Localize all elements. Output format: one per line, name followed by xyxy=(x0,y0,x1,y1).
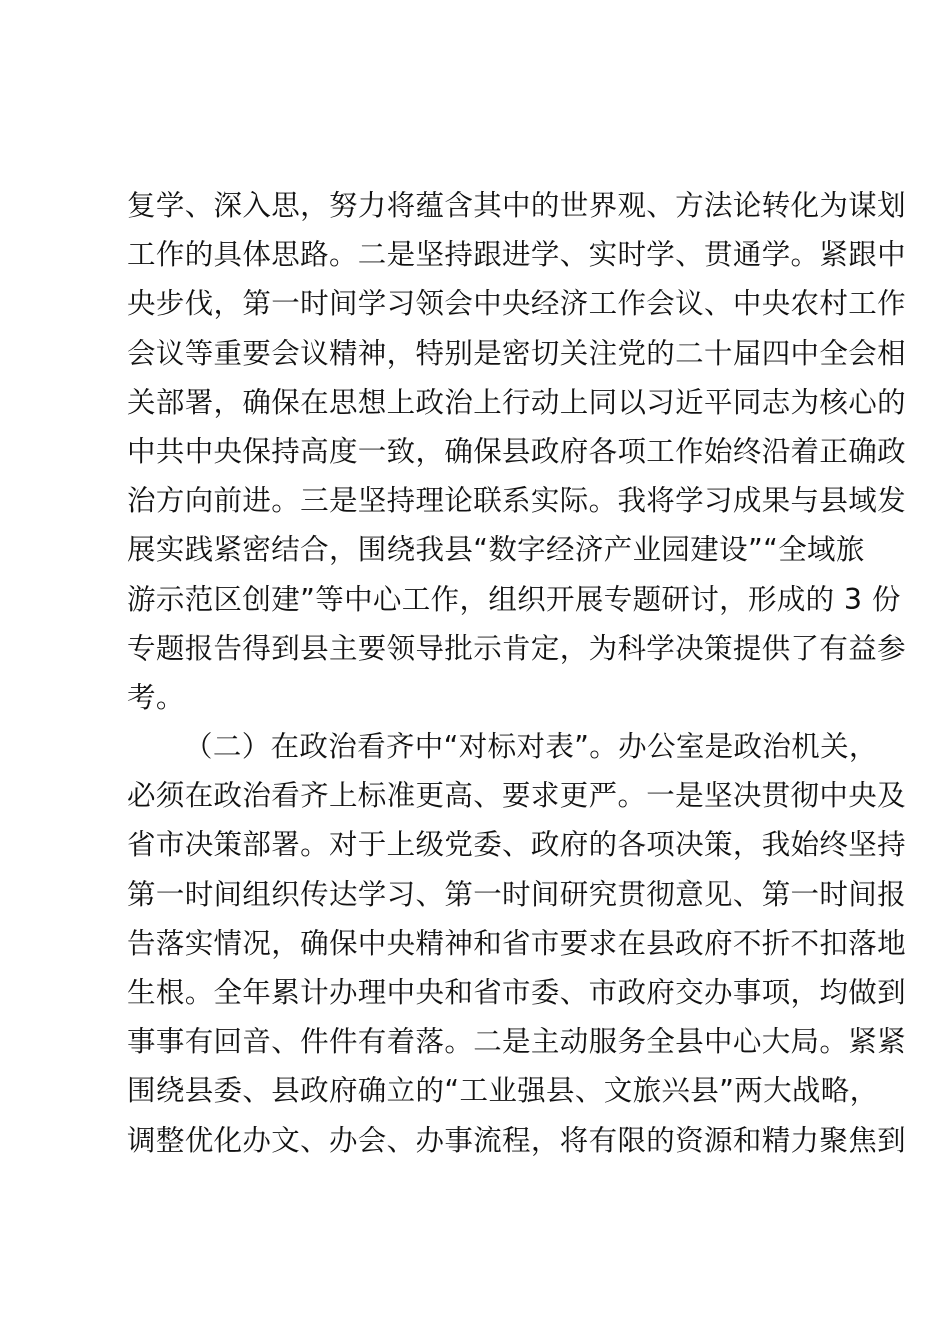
text-line: 第一时间组织传达学习、第一时间研究贯彻意见、第一时间报 xyxy=(127,877,906,911)
text-line: 围绕县委、县政府确立的“工业强县、文旅兴县”两大战略， xyxy=(127,1074,879,1108)
text-line: 治方向前进。三是坚持理论联系实际。我将学习成果与县域发 xyxy=(127,484,906,518)
text-line: 必须在政治看齐上标准更高、要求更严。一是坚决贯彻中央及 xyxy=(127,779,906,813)
section-heading-line: （二）在政治看齐中“对标对表”。办公室是政治机关， xyxy=(184,730,878,764)
text-line: 考。 xyxy=(127,680,185,714)
text-line: 央步伐，第一时间学习领会中央经济工作会议、中央农村工作 xyxy=(127,287,906,321)
text-line: 中共中央保持高度一致，确保县政府各项工作始终沿着正确政 xyxy=(127,434,906,468)
text-line: 会议等重要会议精神，特别是密切关注党的二十届四中全会相 xyxy=(127,336,906,370)
text-line: 关部署，确保在思想上政治上行动上同以习近平同志为核心的 xyxy=(127,385,906,419)
text-line: 展实践紧密结合，围绕我县“数字经济产业园建设”“全域旅 xyxy=(127,533,865,567)
text-line: 省市决策部署。对于上级党委、政府的各项决策，我始终坚持 xyxy=(127,828,906,862)
text-line: 工作的具体思路。二是坚持跟进学、实时学、贯通学。紧跟中 xyxy=(127,238,906,272)
text-line: 事事有回音、件件有着落。二是主动服务全县中心大局。紧紧 xyxy=(127,1025,906,1059)
text-line: 调整优化办文、办会、办事流程，将有限的资源和精力聚焦到 xyxy=(127,1123,906,1157)
body-text xyxy=(127,181,906,1165)
text-line: 告落实情况，确保中央精神和省市要求在县政府不折不扣落地 xyxy=(127,926,906,960)
paragraph-theory-study xyxy=(127,181,906,722)
text-line: 复学、深入思，努力将蕴含其中的世界观、方法论转化为谋划 xyxy=(127,189,906,222)
text-line: 专题报告得到县主要领导批示肯定，为科学决策提供了有益参 xyxy=(127,631,906,665)
text-line: 游示范区创建”等中心工作，组织开展专题研讨，形成的 3 份 xyxy=(127,582,901,616)
text-line: 生根。全年累计办理中央和省市委、市政府交办事项，均做到 xyxy=(127,976,906,1009)
paragraph-political-alignment xyxy=(127,722,906,1165)
